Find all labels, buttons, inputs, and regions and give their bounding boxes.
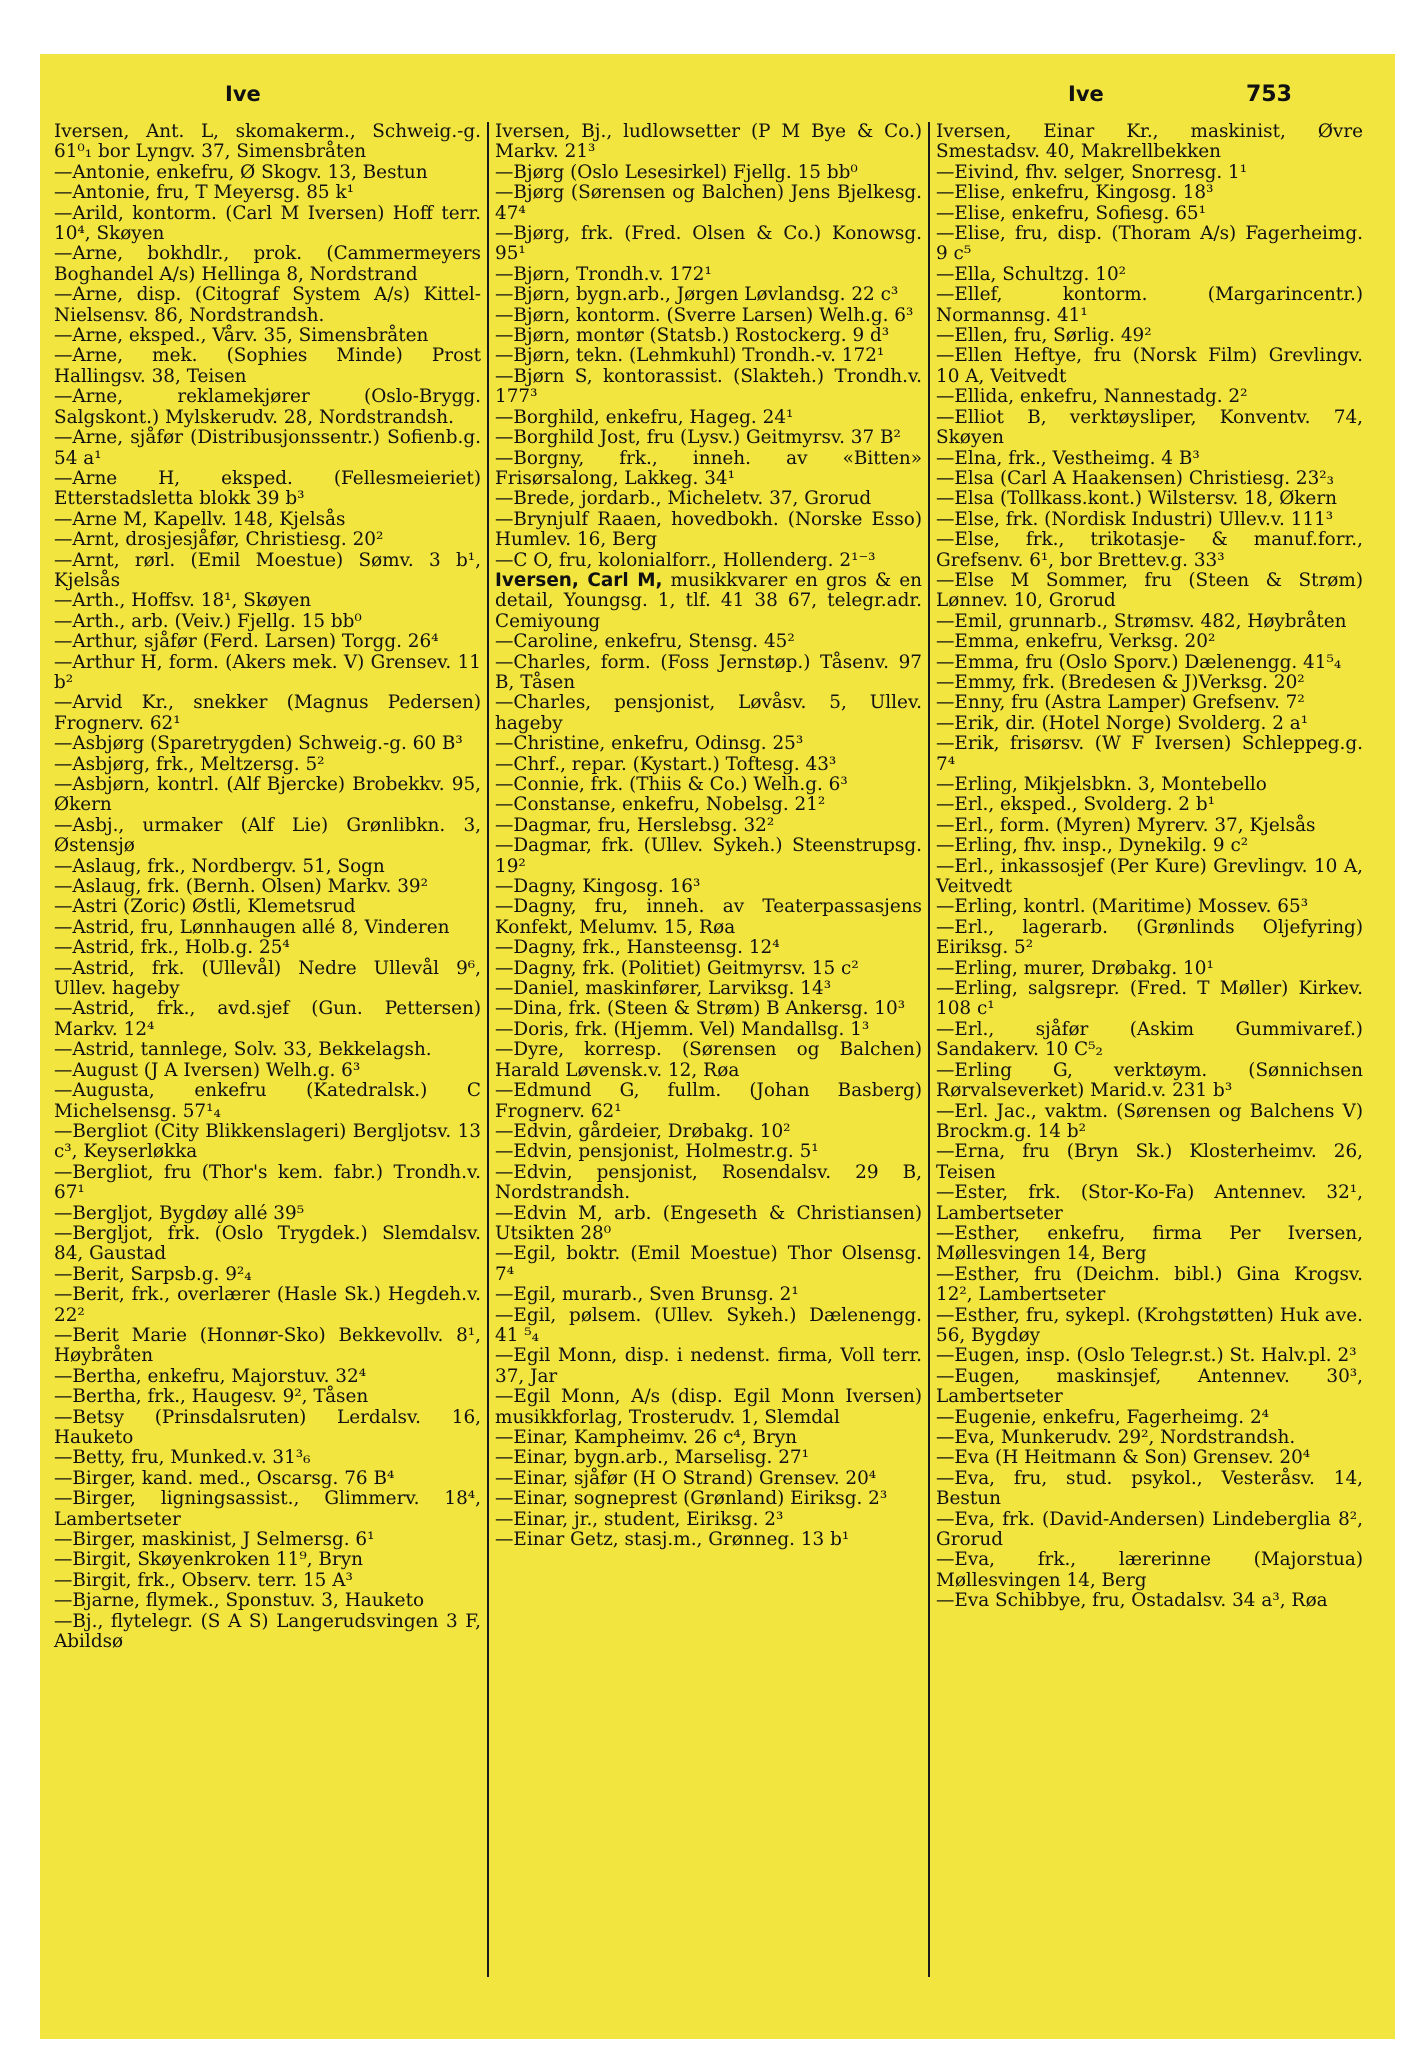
directory-entry: —Erling, kontrl. (Maritime) Mossev. 65³ (936, 896, 1309, 918)
directory-entry: —Antonie, enkefru, Ø Skogv. 13, Bestun (54, 161, 428, 183)
directory-entry: Iversen, Ant. L, skomakerm., Schweig.-g. 61⁰₁ bor Lyngv. 37, Simensbråten (54, 122, 481, 163)
directory-entry: —Birgit, Skøyenkroken 11⁹, Bryn (54, 1549, 363, 1571)
directory-entry: —Asbjørg (Sparetrygden) Schweig.-g. 60 B³ (54, 733, 463, 755)
directory-entry: —Connie, frk. (Thiis & Co.) Welh.g. 6³ (495, 774, 848, 795)
directory-entry: —Elliot B, verktøysliper, Konventv. 74, Skøyen (936, 406, 1363, 449)
directory-entry: —Arnt, rørl. (Emil Moestue) Sømv. 3 b¹, Kjelsås (54, 549, 481, 591)
directory-entry: —Erling, murer, Drøbakg. 10¹ (936, 957, 1214, 979)
directory-entry: —Borgny, frk., inneh. av «Bitten» Frisørsalong, Lakkeg. 34¹ (495, 447, 922, 489)
directory-entry: —Dagny, fru, inneh. av Teaterpassasjens Konfekt, Melumv. 15, Røa (495, 896, 922, 938)
directory-entry: —Arne, reklamekjører (Oslo-Brygg. Salgskont.) Mylskerudv. 28, Nordstrandsh. (54, 386, 481, 428)
directory-entry: —Arne H, eksped. (Fellesmeieriet) Etterstadsletta blokk 39 b³ (54, 467, 481, 510)
directory-entry: —Else M Sommer, fru (Steen & Strøm) Lønnev. 10, Grorud (936, 569, 1363, 612)
directory-entry: —Borghild Jost, fru (Lysv.) Geitmyrsv. 37 B² (495, 427, 901, 449)
directory-entry: —Eivind, fhv. selger, Snorresg. 1¹ (936, 161, 1248, 183)
directory-entry: —Bergljot, Bygdøy allé 39⁵ (54, 1202, 305, 1224)
directory-entry: —Erling, Mikjelsbkn. 3, Montebello (936, 774, 1267, 795)
directory-entry: —Chrf., repar. (Kystart.) Toftesg. 43³ (495, 753, 837, 775)
directory-entry: —Eva, Munkerudv. 29², Nordstrandsh. (936, 1427, 1296, 1448)
directory-entry: —Brede, jordarb., Micheletv. 37, Grorud (495, 488, 872, 510)
directory-entry: —Dagmar, frk. (Ullev. Sykeh.) Steenstrupsg. 19² (495, 835, 922, 877)
directory-entry: —Berit, frk., overlærer (Hasle Sk.) Hegdeh.v. 22² (54, 1284, 481, 1326)
directory-entry: —C O, fru, kolonialforr., Hollenderg. 2¹⁻³ (495, 549, 876, 571)
directory-entry: —Dagmar, fru, Herslebsg. 32² (495, 814, 775, 836)
directory-entry: —Elise, fru, disp. (Thoram A/s) Fagerheimg. 9 c⁵ (936, 223, 1363, 265)
directory-entry: —Else, frk. (Nordisk Industri) Ullev.v. 111³ (936, 508, 1334, 530)
directory-entry: —Asbjørg, frk., Meltzersg. 5² (54, 753, 325, 775)
directory-entry: —Arth., arb. (Veiv.) Fjellg. 15 bb⁰ (54, 610, 362, 632)
directory-entry: —Bjarne, flymek., Sponstuv. 3, Hauketo (54, 1590, 425, 1612)
directory-entry: —Erling G, verktøym. (Sønnichsen Rørvalseverket) Marid.v. 231 b³ (936, 1059, 1363, 1102)
directory-entry: —Arthur H, form. (Akers mek. V) Grensev. 11 b² (54, 651, 481, 693)
directory-entry: —Astrid, frk., Holb.g. 25⁴ (54, 937, 290, 959)
directory-entry: —Doris, frk. (Hjemm. Vel) Mandallsg. 1³ (495, 1018, 870, 1040)
directory-entry: —Esther, fru, sykepl. (Krohgstøtten) Huk ave. 56, Bygdøy (936, 1304, 1363, 1346)
page-number: 753 (1246, 82, 1292, 107)
directory-entry: —Erl., sjåfør (Askim Gummivaref.) Sandakerv. 10 C⁵₂ (936, 1018, 1363, 1061)
directory-entry: —Ellen, fru, Sørlig. 49² (936, 325, 1152, 347)
directory-entry: —Einar, sjåfør (H O Strand) Grensev. 20⁴ (495, 1467, 877, 1489)
directory-entry: —Bjørg (Sørensen og Balchen) Jens Bjelkesg. 47⁴ (495, 182, 922, 224)
directory-entry: —Egil Monn, disp. i nedenst. firma, Voll terr. 37, Jar (495, 1345, 922, 1387)
directory-entry: —Eugenie, enkefru, Fagerheimg. 2⁴ (936, 1406, 1270, 1428)
directory-entry: —Ester, frk. (Stor-Ko-Fa) Antennev. 32¹, Lambertseter (936, 1182, 1363, 1224)
directory-entry: —Bjørn, Trondh.v. 172¹ (495, 263, 712, 285)
directory-entry: —Astrid, tannlege, Solv. 33, Bekkelagsh. (54, 1039, 432, 1061)
directory-entry: —Ellen Heftye, fru (Norsk Film) Grevlingv. 10 A, Veitvedt (936, 345, 1363, 387)
directory-entry: —Dyre, korresp. (Sørensen og Balchen) Harald Løvensk.v. 12, Røa (495, 1039, 922, 1081)
directory-entry: —Erna, fru (Bryn Sk.) Klosterheimv. 26, Teisen (936, 1141, 1363, 1183)
directory-entry: —Arthur, sjåfør (Ferd. Larsen) Torgg. 26⁴ (54, 631, 439, 653)
directory-entry: —Asbj., urmaker (Alf Lie) Grønlibkn. 3, Østensjø (54, 814, 481, 857)
directory-entry: —Bergliot (City Blikkenslageri) Bergljotsv. 13 c³, Keyserløkka (54, 1120, 481, 1163)
directory-entry: —Arne, eksped., Vårv. 35, Simensbråten (54, 325, 429, 347)
directory-entry: —Erling, fhv. insp., Dynekilg. 9 c² (936, 835, 1249, 857)
directory-entry: —Egil, boktr. (Emil Moestue) Thor Olsensg. 7⁴ (495, 1243, 922, 1285)
running-head-left: Ive (225, 82, 261, 106)
directory-entry: —Betsy (Prinsdalsruten) Lerdalsv. 16, Hauketo (54, 1406, 481, 1448)
directory-entry: —Esther, fru (Deichm. bibl.) Gina Krogsv. 12², Lambertseter (936, 1263, 1363, 1306)
directory-column-1 (48, 122, 487, 1977)
directory-entry: —Elna, frk., Vestheimg. 4 B³ (936, 447, 1200, 469)
directory-entry: —Bjørg (Oslo Lesesirkel) Fjellg. 15 bb⁰ (495, 161, 858, 183)
directory-entry: —Arne, sjåfør (Distribusjonssentr.) Sofienb.g. 54 a¹ (54, 427, 481, 469)
directory-entry: —Dagny, Kingosg. 16³ (495, 876, 701, 898)
directory-column-3 (928, 122, 1369, 1977)
directory-entry: —Edvin, pensjonist, Holmestr.g. 5¹ (495, 1141, 819, 1163)
directory-entry: —Arne M, Kapellv. 148, Kjelsås (54, 508, 346, 530)
directory-entry: —Bjørn S, kontorassist. (Slakteh.) Trondh.v. 177³ (495, 365, 922, 408)
directory-entry: —Astri (Zoric) Østli, Klemetsrud (54, 896, 356, 918)
directory-entry: —Arne, mek. (Sophies Minde) Prost Hallingsv. 38, Teisen (54, 345, 481, 387)
directory-entry: —Brynjulf Raaen, hovedbokh. (Norske Esso) Humlev. 16, Berg (495, 508, 922, 551)
directory-entry: —Erl., form. (Myren) Myrerv. 37, Kjelsås (936, 814, 1316, 836)
directory-entry: —Emil, grunnarb., Strømsv. 482, Høybråten (936, 610, 1347, 632)
directory-entry: —Edmund G, fullm. (Johan Basberg) Frognerv. 62¹ (495, 1080, 922, 1122)
directory-entry: —Dina, frk. (Steen & Strøm) B Ankersg. 10³ (495, 998, 906, 1020)
directory-entry: —Charles, form. (Foss Jernstøp.) Tåsenv. 97 B, Tåsen (495, 651, 922, 693)
directory-entry: —Dagny, frk. (Politiet) Geitmyrsv. 15 c² (495, 957, 859, 979)
directory-entry: —Asbjørn, kontrl. (Alf Bjercke) Brobekkv. 95, Økern (54, 774, 481, 816)
directory-entry: —Elise, enkefru, Sofiesg. 65¹ (936, 202, 1206, 224)
directory-entry: Iversen, Einar Kr., maskinist, Øvre Smestadsv. 40, Makrellbekken (936, 122, 1363, 163)
directory-entry: —Eva, frk. (David-Andersen) Lindeberglia 8², Grorud (936, 1508, 1363, 1551)
directory-entry: —Edvin M, arb. (Engeseth & Christiansen) Utsikten 28⁰ (495, 1202, 922, 1244)
directory-entry: —Einar, sogneprest (Grønland) Eiriksg. 2³ (495, 1488, 888, 1510)
directory-entry: —Egil, pølsem. (Ullev. Sykeh.) Dælenengg. 41 ⁵₄ (495, 1304, 922, 1346)
directory-entry: —Aslaug, frk., Nordbergv. 51, Sogn (54, 855, 385, 877)
directory-entry: —Egil Monn, A/s (disp. Egil Monn Iversen) musikkforlag, Trosterudv. 1, Slemdal (495, 1386, 922, 1428)
directory-entry: —Bjørn, bygn.arb., Jørgen Løvlandsg. 22 c³ (495, 284, 899, 306)
directory-entry: —Arne, disp. (Citograf System A/s) Kittel-Nielsensv. 86, Nordstrandsh. (54, 284, 481, 326)
directory-entry: —August (J A Iversen) Welh.g. 6³ (54, 1059, 361, 1081)
directory-entry: —Astrid, fru, Lønnhaugen allé 8, Vinderen (54, 916, 450, 938)
running-head-right: Ive (1068, 82, 1104, 106)
directory-entry: —Aslaug, frk. (Bernh. Olsen) Markv. 39² (54, 876, 428, 898)
directory-entry: —Arth., Hoffsv. 18¹, Skøyen (54, 590, 312, 612)
directory-entry: —Eva Schibbye, fru, Ostadalsv. 34 a³, Røa (936, 1590, 1328, 1612)
directory-entry: Iversen, Bj., ludlowsetter (P M Bye & Co.) Markv. 21³ (495, 122, 922, 163)
directory-entry: —Erik, dir. (Hotel Norge) Svolderg. 2 a¹ (936, 712, 1309, 734)
directory-entry: —Eva, frk., lærerinne (Majorstua) Møllesvingen 14, Berg (936, 1549, 1363, 1591)
directory-entry: —Enny, fru (Astra Lamper) Grefsenv. 7² (936, 692, 1305, 714)
directory-entry: —Eugen, insp. (Oslo Telegr.st.) St. Halv.pl. 2³ (936, 1345, 1357, 1367)
directory-entry: —Ellef, kontorm. (Margarincentr.) Normannsg. 41¹ (936, 284, 1363, 326)
directory-entry: —Bjørg, frk. (Fred. Olsen & Co.) Konowsg. 95¹ (495, 223, 922, 265)
directory-entry: —Charles, pensjonist, Løvåsv. 5, Ullev. hageby (495, 692, 922, 734)
directory-entry: —Constanse, enkefru, Nobelsg. 21² (495, 794, 826, 816)
directory-entry: —Emma, fru (Oslo Sporv.) Dælenengg. 41⁵₄ (936, 651, 1342, 673)
directory-entry: —Arvid Kr., snekker (Magnus Pedersen) Frognerv. 62¹ (54, 692, 481, 734)
directory-entry: —Berit, Sarpsb.g. 9²₄ (54, 1263, 252, 1285)
directory-entry: —Else, frk., trikotasje- & manuf.forr., Grefsenv. 6¹, bor Brettev.g. 33³ (936, 529, 1363, 571)
directory-entry: —Caroline, enkefru, Stensg. 45² (495, 631, 795, 653)
directory-entry: —Erl., lagerarb. (Grønlinds Oljefyring) Eiriksg. 5² (936, 916, 1363, 959)
directory-entry: —Astrid, frk., avd.sjef (Gun. Pettersen) Markv. 12⁴ (54, 998, 481, 1040)
directory-entry: —Borghild, enkefru, Hageg. 24¹ (495, 406, 794, 428)
directory-entry: —Birgit, frk., Observ. terr. 15 A³ (54, 1569, 353, 1591)
directory-entry: —Bergliot, fru (Thor's kem. fabr.) Trondh.v. 67¹ (54, 1161, 481, 1204)
directory-entry: —Erling, salgsrepr. (Fred. T Møller) Kirkev. 108 c¹ (936, 978, 1363, 1020)
directory-entry: —Arne, bokhdlr., prok. (Cammermeyers Boghandel A/s) Hellinga 8, Nordstrand (54, 243, 481, 285)
directory-entry: —Einar, Kampheimv. 26 c⁴, Bryn (495, 1427, 797, 1448)
directory-entry: —Berit Marie (Honnør-Sko) Bekkevollv. 8¹, Høybråten (54, 1324, 481, 1367)
directory-entry: —Bj., flytelegr. (S A S) Langerudsvingen 3 F, Abildsø (54, 1610, 481, 1653)
directory-entry: —Antonie, fru, T Meyersg. 85 k¹ (54, 182, 354, 204)
directory-entry: —Erl., eksped., Svolderg. 2 b¹ (936, 794, 1216, 816)
directory-entry: —Bjørn, kontorm. (Sverre Larsen) Welh.g. 6³ (495, 304, 914, 326)
directory-entry: —Birger, maskinist, J Selmersg. 6¹ (54, 1529, 375, 1551)
directory-columns (48, 122, 1369, 1977)
directory-entry: —Elsa (Tollkass.kont.) Wilstersv. 18, Økern (936, 488, 1337, 510)
directory-entry: —Daniel, maskinfører, Larviksg. 14³ (495, 978, 832, 1000)
directory-entry: —Erl. Jac., vaktm. (Sørensen og Balchens V) Brockm.g. 14 b² (936, 1100, 1363, 1142)
directory-entry: —Bertha, frk., Haugesv. 9², Tåsen (54, 1386, 369, 1408)
directory-entry: —Betty, fru, Munked.v. 31³₆ (54, 1447, 311, 1469)
directory-entry: —Ellida, enkefru, Nannestadg. 2² (936, 386, 1248, 408)
directory-entry: —Edvin, gårdeier, Drøbakg. 10² (495, 1120, 791, 1142)
directory-entry: —Eva (H Heitmann & Son) Grensev. 20⁴ (936, 1447, 1311, 1469)
directory-entry: —Emmy, frk. (Bredesen & J)Verksg. 20² (936, 671, 1305, 693)
directory-entry: —Elise, enkefru, Kingosg. 18³ (936, 182, 1214, 204)
directory-entry: —Augusta, enkefru (Katedralsk.) C Michelsensg. 57¹₄ (54, 1080, 481, 1122)
directory-column-2 (487, 122, 928, 1977)
directory-entry: —Astrid, frk. (Ullevål) Nedre Ullevål 9⁶, Ullev. hageby (54, 957, 481, 1000)
directory-entry: —Ella, Schultzg. 10² (936, 263, 1127, 285)
directory-entry: —Einar, bygn.arb., Marselisg. 27¹ (495, 1447, 810, 1469)
directory-entry: —Egil, murarb., Sven Brunsg. 2¹ (495, 1284, 799, 1306)
directory-entry: —Birger, ligningsassist., Glimmerv. 18⁴, Lambertseter (54, 1488, 481, 1530)
directory-entry: —Elsa (Carl A Haakensen) Christiesg. 23²₃ (936, 467, 1335, 489)
directory-entry: —Esther, enkefru, firma Per Iversen, Møllesvingen 14, Berg (936, 1222, 1363, 1265)
directory-entry: —Bjørn, tekn. (Lehmkuhl) Trondh.-v. 172¹ (495, 345, 885, 367)
directory-entry: —Birger, kand. med., Oscarsg. 76 B⁴ (54, 1467, 395, 1489)
directory-entry: —Bjørn, montør (Statsb.) Rostockerg. 9 d³ (495, 325, 890, 347)
directory-entry: —Eugen, maskinsjef, Antennev. 30³, Lambertseter (936, 1365, 1363, 1408)
directory-entry: —Erl., inkassosjef (Per Kure) Grevlingv. 10 A, Veitvedt (936, 855, 1363, 898)
directory-entry: Iversen, Carl M, musikkvarer en gros & en detail, Youngsg. 1, tlf. 41 38 67, telegr.adr. Cemiyoung (495, 569, 923, 632)
directory-entry: —Dagny, frk., Hansteensg. 12⁴ (495, 937, 780, 959)
directory-entry: —Bergljot, frk. (Oslo Trygdek.) Slemdalsv. 84, Gaustad (54, 1222, 481, 1265)
directory-entry: —Einar Getz, stasj.m., Grønneg. 13 b¹ (495, 1529, 850, 1551)
directory-entry: —Emma, enkefru, Verksg. 20² (936, 631, 1216, 653)
directory-entry: —Bertha, enkefru, Majorstuv. 32⁴ (54, 1365, 367, 1387)
directory-entry: —Erik, frisørsv. (W F Iversen) Schleppeg.g. 7⁴ (936, 733, 1363, 775)
directory-entry: —Edvin, pensjonist, Rosendalsv. 29 B, Nordstrandsh. (495, 1161, 922, 1204)
directory-entry: —Christine, enkefru, Odinsg. 25³ (495, 733, 804, 755)
directory-entry: —Eva, fru, stud. psykol., Vesteråsv. 14, Bestun (936, 1467, 1363, 1510)
directory-entry: —Einar, jr., student, Eiriksg. 2³ (495, 1508, 784, 1530)
directory-entry: —Arild, kontorm. (Carl M Iversen) Hoff terr. 10⁴, Skøyen (54, 202, 481, 245)
directory-entry: —Arnt, drosjesjåfør, Christiesg. 20² (54, 529, 384, 551)
